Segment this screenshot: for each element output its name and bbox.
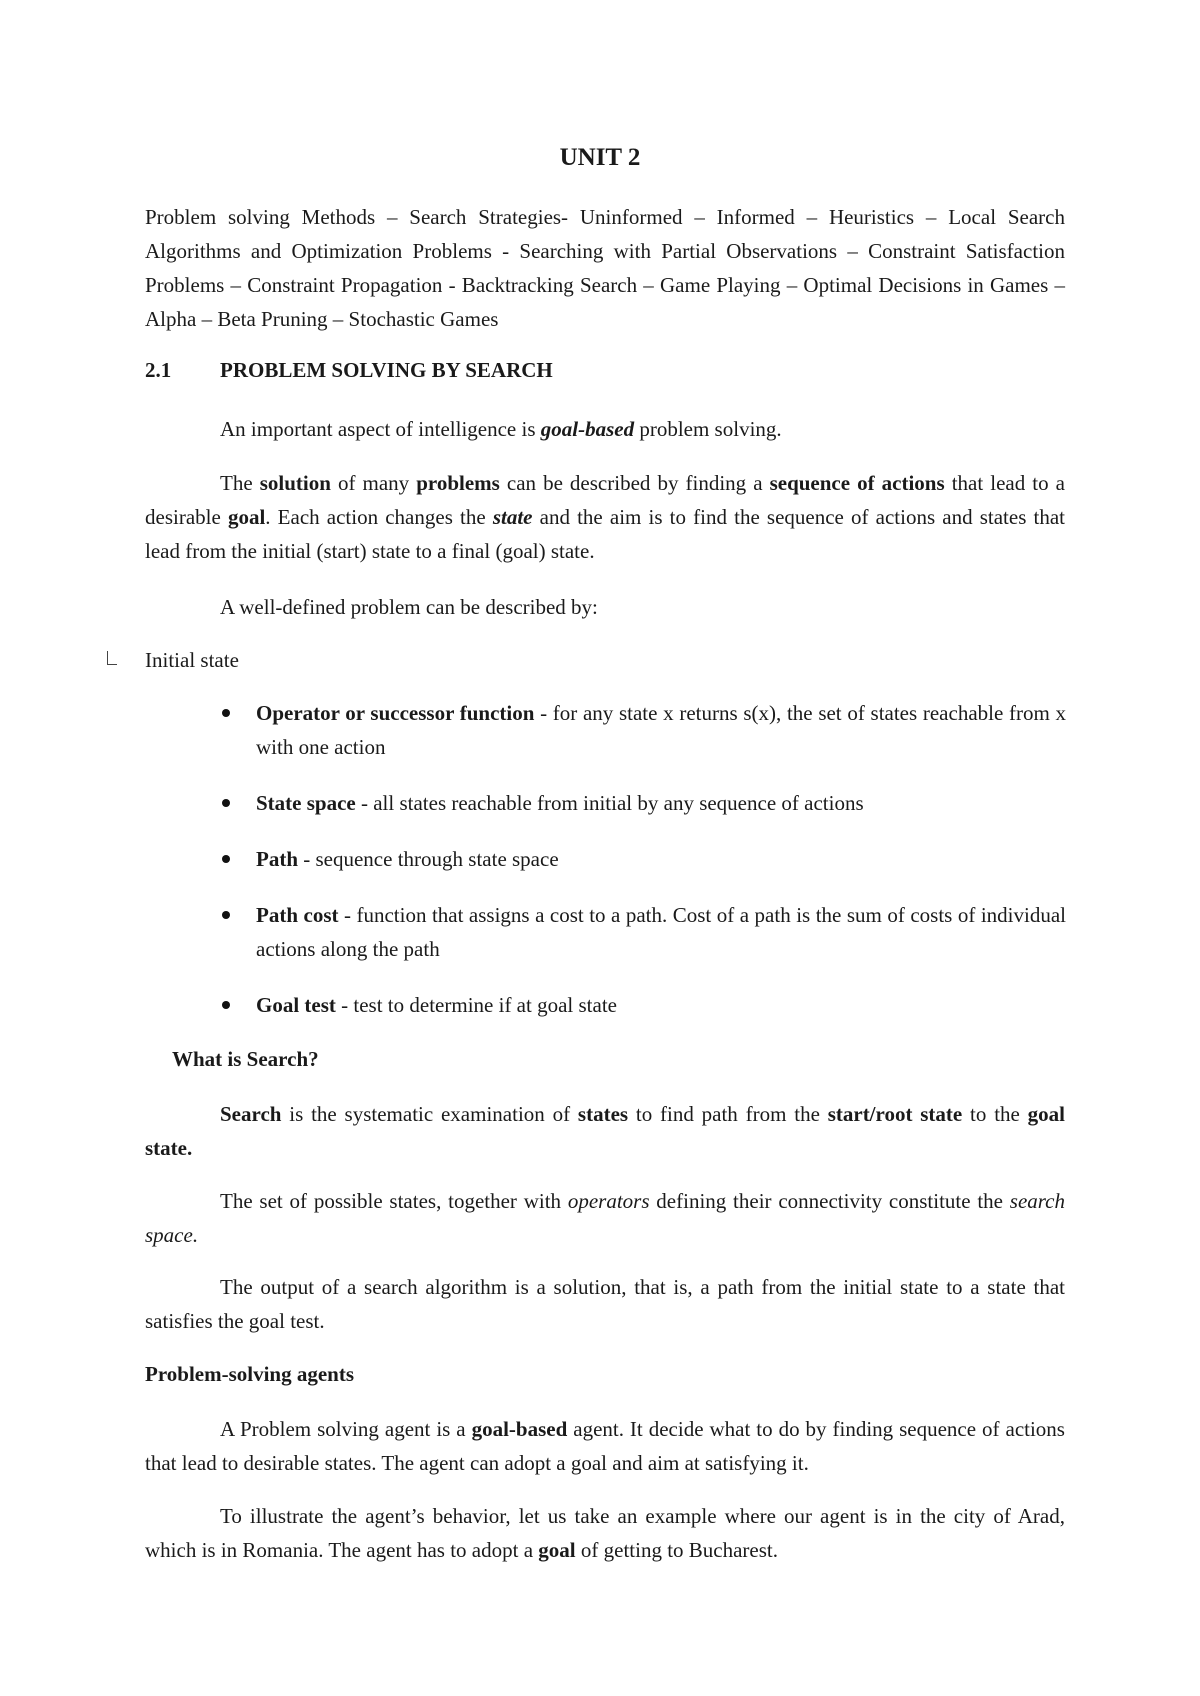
para-text: defining their connectivity constitute the [649, 1189, 1010, 1213]
para-text: The [220, 471, 260, 495]
para-text: that lead to a desirable [145, 471, 1065, 529]
goal-based-paragraph [220, 412, 1070, 446]
bullet-dot-icon [222, 1001, 230, 1009]
bullet-term: State space [256, 791, 356, 815]
para-text: An important aspect of intelligence is [220, 417, 541, 441]
para-text: of many [330, 471, 417, 495]
para-text: is the systematic examination of [281, 1102, 578, 1126]
para-text: problem solving. [634, 417, 782, 441]
para-text: . Each action changes the [265, 505, 493, 529]
bold-search: Search [220, 1102, 282, 1126]
bold-goal-based: goal-based [471, 1417, 568, 1441]
section-number: 2.1 [145, 358, 172, 382]
illustrate-paragraph [145, 1499, 1065, 1567]
checkbox-bullet-icon [107, 651, 117, 665]
para-text: and the aim is to find the sequence of actions and states that lead from the initial (start) state to a final (goal) state. [145, 505, 1065, 563]
section-title: PROBLEM SOLVING BY SEARCH [220, 358, 553, 382]
bullet-desc: - function that assigns a cost to a path. Cost of a path is the sum of costs of individual actions along the path [256, 903, 1066, 961]
output-paragraph: The output of a search algorithm is a solution, that is, a path from the initial state to a state that satisfies the goal test. [145, 1275, 1065, 1333]
para-text: can be described by finding a [499, 471, 770, 495]
bold-states: states [577, 1102, 629, 1126]
agents-paragraph [145, 1412, 1065, 1480]
para-text: The set of possible states, together with [220, 1189, 568, 1213]
unit-title: UNIT 2 [559, 144, 641, 171]
emphasis-goal-based: goal-based [540, 417, 635, 441]
bullet-dot-icon [222, 855, 230, 863]
well-defined-paragraph: A well-defined problem can be described by: [220, 595, 598, 619]
bullet-desc: - sequence through state space [298, 847, 559, 871]
para-text: to find path from the [628, 1102, 828, 1126]
bold-sequence-of-actions: sequence of actions [769, 471, 945, 495]
bold-goal-state: goal state. [145, 1102, 1066, 1160]
bullet-item-operator [256, 696, 1066, 764]
bullet-term: Goal test [256, 993, 336, 1017]
bullet-term: Path [256, 847, 298, 871]
search-space-paragraph [145, 1184, 1065, 1252]
emphasis-search-space: search space. [145, 1189, 1065, 1247]
bold-problems: problems [416, 471, 500, 495]
bullet-item-goal-test [256, 988, 1066, 1022]
para-text: A Problem solving agent is a [220, 1417, 472, 1441]
search-definition-paragraph [145, 1097, 1065, 1165]
bullet-term: Operator or successor function [256, 701, 535, 725]
unit-topics-paragraph: Problem solving Methods – Search Strategies- Uninformed – Informed – Heuristics – Local Search Algorithms and Optimization Problems - Searching with Partial Observations – Constraint Satisfaction Problems – Constraint Propagation - Backtracking Search – Game Playing – Optimal Decisions in Games – Alpha – Beta Pruning – Stochastic Games [145, 205, 1065, 331]
bullet-dot-icon [222, 799, 230, 807]
bold-solution: solution [259, 471, 331, 495]
bold-goal: goal [227, 505, 266, 529]
bullet-desc: - test to determine if at goal state [335, 993, 617, 1017]
bullet-item-state-space [256, 786, 1066, 820]
solution-paragraph [145, 466, 1065, 568]
initial-state-item: Initial state [145, 648, 239, 672]
para-text: to the [962, 1102, 1028, 1126]
bullet-term: Path cost [256, 903, 339, 927]
bullet-item-path-cost [256, 898, 1066, 966]
what-is-search-heading: What is Search? [172, 1047, 319, 1071]
bullet-desc: - for any state x returns s(x), the set of states reachable from x with one action [256, 701, 1067, 759]
agents-heading: Problem-solving agents [145, 1362, 355, 1386]
bullet-dot-icon [222, 911, 230, 919]
bold-goal: goal [538, 1538, 576, 1562]
emphasis-operators: operators [567, 1189, 650, 1213]
bullet-item-path [256, 842, 1066, 876]
para-text: of getting to Bucharest. [575, 1538, 778, 1562]
para-text: To illustrate the agent’s behavior, let us take an example where our agent is in the city of Arad, which is in Romania. The agent has to adopt a [145, 1504, 1065, 1562]
para-text: agent. It decide what to do by finding sequence of actions that lead to desirable states. The agent can adopt a goal and aim at satisfying it. [145, 1417, 1065, 1475]
bullet-dot-icon [222, 709, 230, 717]
bold-start-root-state: start/root state [827, 1102, 963, 1126]
bullet-desc: - all states reachable from initial by any sequence of actions [355, 791, 864, 815]
emphasis-state: state [492, 505, 533, 529]
